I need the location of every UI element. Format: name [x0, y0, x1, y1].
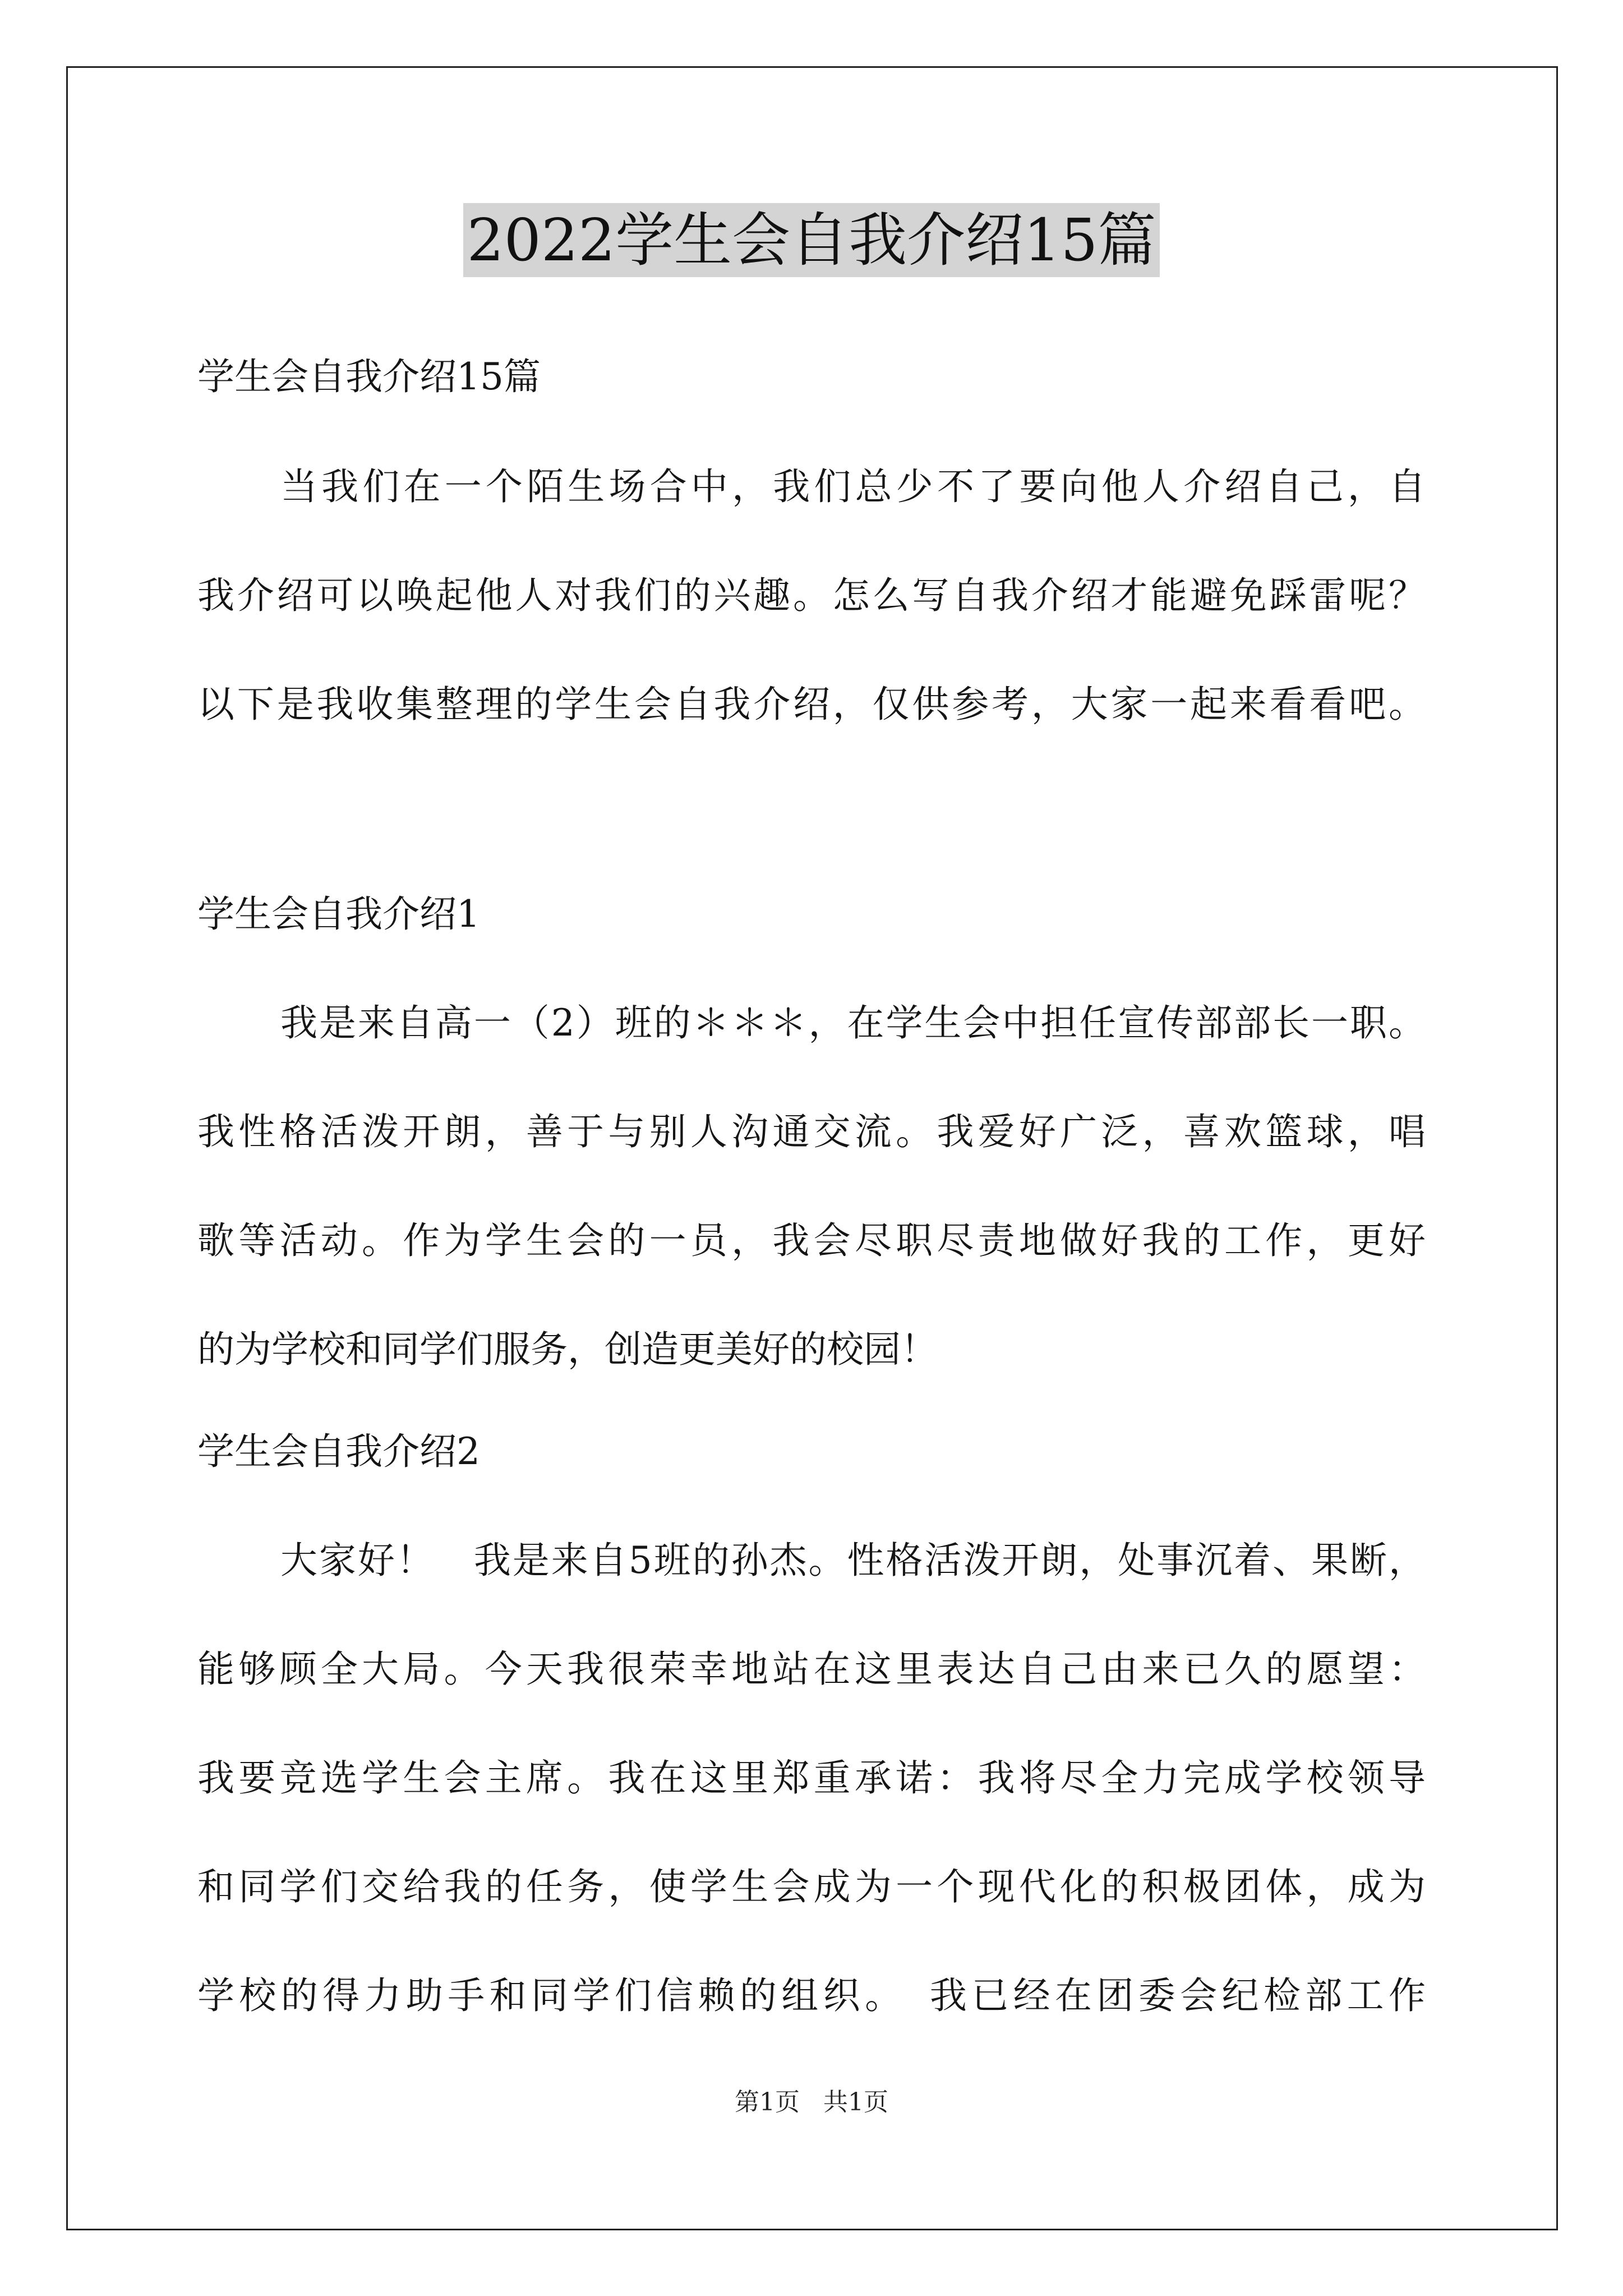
intro-line-1: 当我们在一个陌生场合中，我们总少不了要向他人介绍自己，自 — [280, 465, 1426, 508]
section-2-heading: 学生会自我介绍2 — [197, 1430, 480, 1473]
section-2-line-5: 学校的得力助手和同学们信赖的组织。 我已经在团委会纪检部工作 — [197, 1974, 1426, 2017]
document-subtitle: 学生会自我介绍15篇 — [197, 355, 541, 398]
section-1-line-3: 歌等活动。作为学生会的一员，我会尽职尽责地做好我的工作，更好 — [197, 1219, 1426, 1262]
section-2-line-4: 和同学们交给我的任务，使学生会成为一个现代化的积极团体，成为 — [197, 1865, 1426, 1908]
document-title: 2022学生会自我介绍15篇 — [463, 203, 1159, 277]
page-footer — [0, 2087, 1623, 2118]
title-container — [0, 203, 1623, 277]
section-2-line-1: 大家好！ 我是来自5班的孙杰。性格活泼开朗，处事沉着、果断， — [280, 1539, 1426, 1582]
intro-line-3: 以下是我收集整理的学生会自我介绍，仅供参考，大家一起来看看吧。 — [197, 683, 1426, 726]
section-1-line-4: 的为学校和同学们服务，创造更美好的校园！ — [197, 1328, 938, 1371]
section-1-line-1: 我是来自高一（2）班的＊＊＊，在学生会中担任宣传部部长一职。 — [280, 1001, 1426, 1045]
section-2-line-3: 我要竞选学生会主席。我在这里郑重承诺：我将尽全力完成学校领导 — [197, 1756, 1426, 1800]
page-total: 共1页 — [823, 2088, 888, 2116]
section-1-line-2: 我性格活泼开朗，善于与别人沟通交流。我爱好广泛，喜欢篮球，唱 — [197, 1110, 1426, 1153]
page-number: 第1页 — [735, 2088, 800, 2116]
section-2-line-2: 能够顾全大局。今天我很荣幸地站在这里表达自己由来已久的愿望： — [197, 1648, 1426, 1691]
section-1-heading: 学生会自我介绍1 — [197, 892, 480, 936]
intro-line-2: 我介绍可以唤起他人对我们的兴趣。怎么写自我介绍才能避免踩雷呢？ — [197, 574, 1426, 617]
